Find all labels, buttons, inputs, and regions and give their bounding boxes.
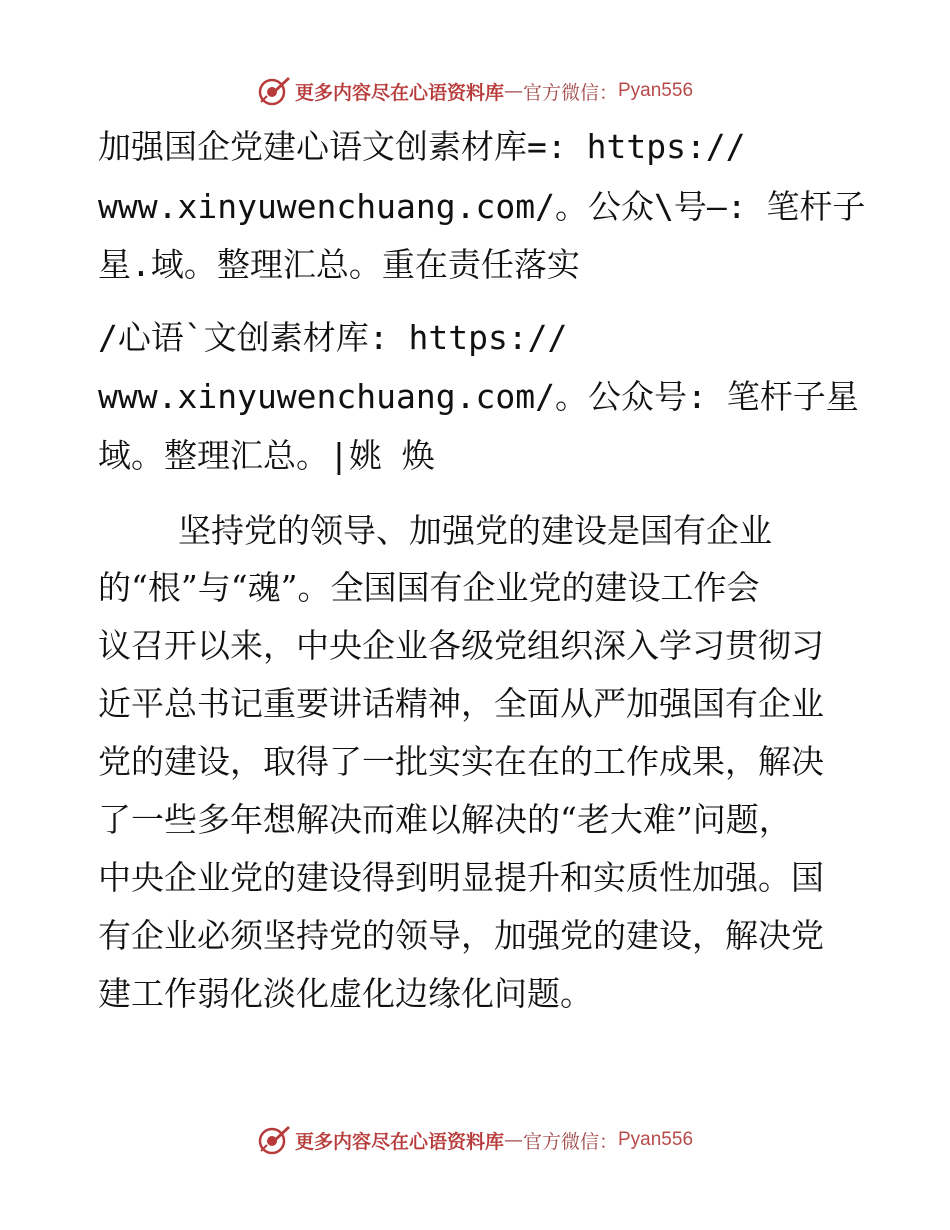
header-banner (0, 71, 950, 111)
body-line-4: 近平总书记重要讲话精神，全面从严加强国有企业 (98, 684, 824, 723)
source-line-3: 域。整理汇总。|姚 焕 (98, 436, 435, 475)
pen-circle-logo-icon (257, 74, 291, 108)
body-line-2: 的“根”与“魂”。全国国有企业党的建设工作会 (98, 568, 760, 607)
body-line-3: 议召开以来，中央企业各级党组织深入学习贯彻习 (98, 626, 824, 665)
banner-dash: — (503, 80, 523, 102)
body-line-5: 党的建设，取得了一批实实在在的工作成果，解决 (98, 742, 824, 781)
body-line-8: 有企业必须坚持党的领导，加强党的建设，解决党 (98, 916, 824, 955)
body-line-7: 中央企业党的建设得到明显提升和实质性加强。国 (98, 858, 824, 897)
body-line-9: 建工作弱化淡化虚化边缘化问题。 (98, 974, 593, 1013)
header-line-1: 加强国企党建心语文创素材库=: https:// (98, 127, 746, 166)
pen-circle-logo-icon (257, 1123, 291, 1157)
banner-wechat-label: 官方微信： (522, 81, 618, 104)
footer-banner (0, 1120, 950, 1160)
footer-banner-dash: — (503, 1129, 523, 1151)
banner-wechat-id: Pyan556 (618, 80, 694, 101)
header-line-2: www.xinyuwenchuang.com/。公众\号—: 笔杆子 (98, 187, 866, 226)
body-line-6: 了一些多年想解决而难以解决的“老大难”问题， (98, 800, 792, 839)
source-line-2: www.xinyuwenchuang.com/。公众号: 笔杆子星 (98, 377, 859, 416)
footer-banner-title: 更多内容尽在心语资料库 (294, 1130, 504, 1153)
source-line-1: /心语`文创素材库: https:// (98, 318, 568, 357)
header-line-3: 星.域。整理汇总。重在责任落实 (98, 245, 580, 284)
footer-banner-wechat-label: 官方微信： (522, 1130, 618, 1153)
body-line-1: 坚持党的领导、加强党的建设是国有企业 (178, 511, 772, 550)
banner-title: 更多内容尽在心语资料库 (294, 81, 504, 104)
footer-banner-wechat-id: Pyan556 (618, 1129, 694, 1150)
